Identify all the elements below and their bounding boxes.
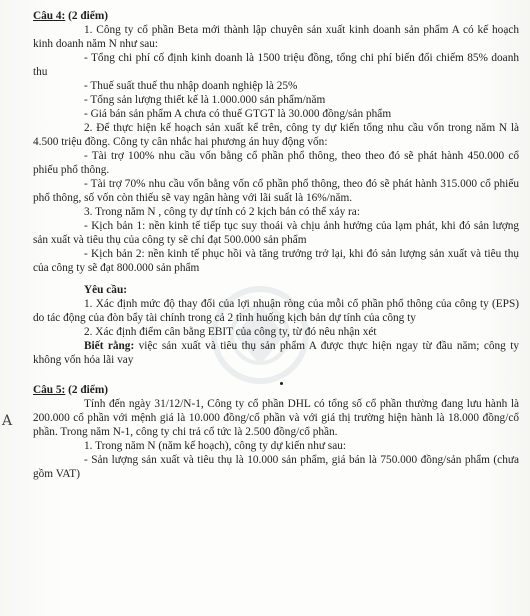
q4-bullet-capacity: - Tổng sản lượng thiết kế là 1.000.000 sản phẩm/năm [84,94,326,106]
q4-paragraph-1: 1. Công ty cổ phần Beta mới thành lập chuyên sản xuất kinh doanh sản phẩm A có kế hoạch kinh doanh năm N như sau: [33,24,519,50]
q4-scenario-1: - Kịch bản 1: nền kinh tế tiếp tục suy thoái và chịu ảnh hưởng của lạm phát, khi đó sản lượng sản xuất và tiêu thụ của công ty sẽ chỉ đạt 500.000 sản phẩm [33,220,519,246]
margin-handwritten-mark: A [2,413,13,429]
document-content [33,9,519,481]
q4-requirement-2: 2. Xác định điểm cân bằng EBIT của công ty, từ đó nêu nhận xét [84,326,377,338]
q4-bullet-price: - Giá bán sản phẩm A chưa có thuế GTGT là 30.000 đồng/sản phẩm [84,108,392,120]
q4-bullet-tax: - Thuế suất thuế thu nhập doanh nghiệp là 25% [84,80,298,92]
q4-scenario-2: - Kịch bản 2: nền kinh tế phục hồi và tăng trưởng trở lại, khi đó sản lượng sản xuất và tiêu thụ của công ty sẽ đạt 800.000 sản phẩm [33,248,519,274]
q4-paragraph-2: 2. Để thực hiện kế hoạch sản xuất kể trên, công ty dự kiến tổng nhu cầu vốn trong năm N là 4.500 triệu đồng. Công ty cân nhắc hai phương án huy động vốn: [33,122,519,148]
q4-note-text: việc sản xuất và tiêu thụ sản phẩm A được thực hiện ngay từ đầu năm; công ty không vốn hóa lãi vay [33,340,519,366]
q4-option-2: - Tài trợ 70% nhu cầu vốn bằng vốn cổ phần phổ thông, theo đó sẽ phát hành 315.000 cổ phiếu phổ thông, số vốn còn thiếu sẽ vay ngân hàng với lãi suất là 16%/năm. [33,178,519,204]
q5-bullet-output: - Sản lượng sản xuất và tiêu thụ là 10.000 sản phẩm, giá bán là 750.000 đồng/sản phẩm (chưa gồm VAT) [33,454,519,480]
q5-paragraph-1: Tính đến ngày 31/12/N-1, Công ty cổ phần DHL có tổng số cổ phần thường đang lưu hành là 200.000 cổ phần với mệnh giá là 10.000 đồng/cổ phần và với giá thị trường hiện hành là 18.000 đồng/cổ phần. Trong năm N-1, công ty chi trả cổ tức là 2.500 đồng/cổ phần. [33,398,519,438]
q4-requirement-1: 1. Xác định mức độ thay đổi của lợi nhuận ròng của mỗi cổ phần phổ thông của công ty (EPS) do tác động của đòn bẩy tài chính trong cả 2 tình huống kịch bản dự tính của công ty [33,298,519,324]
q5-paragraph-2: 1. Trong năm N (năm kế hoạch), công ty dự kiến như sau: [84,440,346,452]
q4-note-label: Biết rằng: [84,340,135,352]
q4-bullet-fixed-cost: - Tổng chi phí cố định kinh doanh là 1500 triệu đồng, tổng chi phí biến đổi chiếm 85% doanh thu [33,52,519,78]
question-5-heading [33,383,519,397]
question-4-title: Câu 4: [33,10,66,22]
q4-requirements-title: Yêu cầu: [84,284,127,296]
q4-note [33,339,519,367]
question-4-points: (2 điểm) [65,10,108,22]
q4-paragraph-3: 3. Trong năm N , công ty dự tính có 2 kịch bản có thể xảy ra: [84,206,360,218]
question-4-heading [33,9,519,23]
question-5-points: (2 điểm) [65,384,108,396]
q4-option-1: - Tài trợ 100% nhu cầu vốn bằng cổ phần phổ thông, theo theo đó sẽ phát hành 450.000 cổ phiếu phổ thông. [33,150,519,176]
question-5-title: Câu 5: [33,384,66,396]
